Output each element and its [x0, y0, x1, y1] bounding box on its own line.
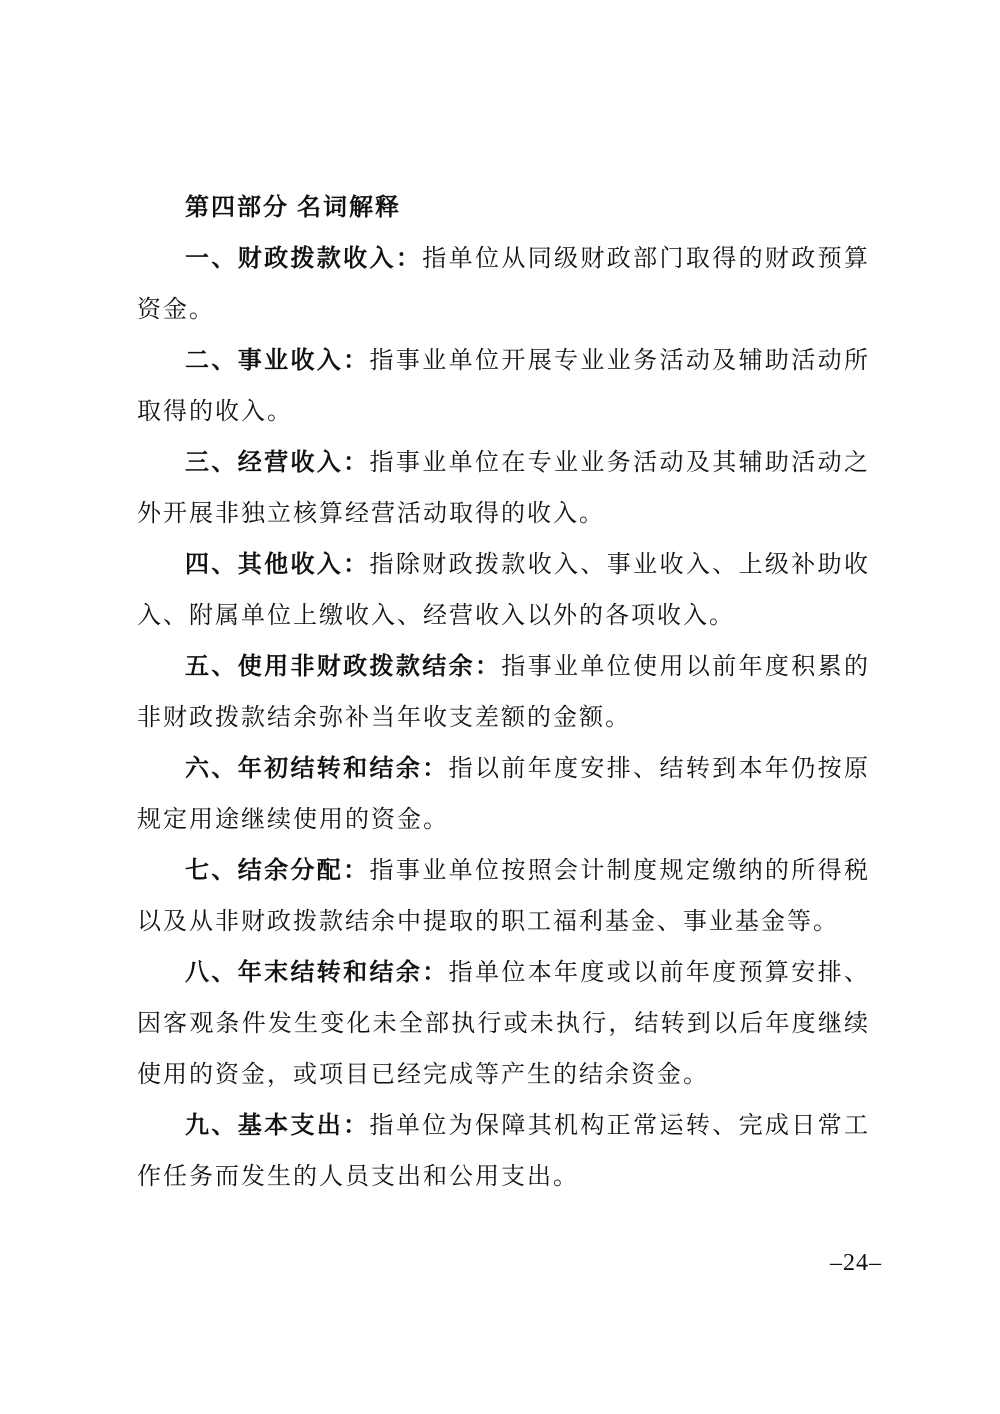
definition-paragraph — [137, 234, 870, 336]
definition-term: 七、结余分配： — [185, 858, 370, 884]
definition-term: 六、年初结转和结余： — [185, 756, 449, 782]
definition-paragraph — [137, 1101, 870, 1203]
definition-term: 三、经营收入： — [185, 450, 370, 476]
definition-term: 五、使用非财政拨款结余： — [185, 654, 502, 680]
definition-text: 指单位从同级财政部门取得的财政预算资金。 — [137, 246, 871, 323]
definition-paragraph — [137, 540, 870, 642]
definition-paragraph — [137, 336, 870, 438]
section-heading: 第四部分 名词解释 — [185, 195, 401, 221]
definition-paragraph — [137, 846, 870, 948]
definition-paragraph — [137, 744, 870, 846]
definition-term: 八、年末结转和结余： — [185, 960, 449, 986]
definition-text: 指事业单位按照会计制度规定缴纳的所得税以及从非财政拨款结余中提取的职工福利基金、事业基金等。 — [137, 858, 871, 935]
definition-term: 二、事业收入： — [185, 348, 370, 374]
definition-text: 指事业单位在专业业务活动及其辅助活动之外开展非独立核算经营活动取得的收入。 — [137, 450, 871, 527]
page-number: –24– — [830, 1250, 882, 1276]
definition-paragraph — [137, 438, 870, 540]
definition-term: 一、财政拨款收入： — [185, 246, 423, 272]
definition-paragraph — [137, 948, 870, 1101]
definition-text: 指单位本年度或以前年度预算安排、因客观条件发生变化未全部执行或未执行，结转到以后年度继续使用的资金，或项目已经完成等产生的结余资金。 — [137, 960, 871, 1088]
definition-text: 指事业单位开展专业业务活动及辅助活动所取得的收入。 — [137, 348, 871, 425]
definition-term: 四、其他收入： — [185, 552, 370, 578]
definition-text: 指单位为保障其机构正常运转、完成日常工作任务而发生的人员支出和公用支出。 — [137, 1113, 871, 1190]
definition-text: 指事业单位使用以前年度积累的非财政拨款结余弥补当年收支差额的金额。 — [137, 654, 871, 731]
definition-term: 九、基本支出： — [185, 1113, 370, 1139]
definition-text: 指以前年度安排、结转到本年仍按原规定用途继续使用的资金。 — [137, 756, 871, 833]
definition-paragraph — [137, 642, 870, 744]
definition-text: 指除财政拨款收入、事业收入、上级补助收入、附属单位上缴收入、经营收入以外的各项收入。 — [137, 552, 871, 629]
